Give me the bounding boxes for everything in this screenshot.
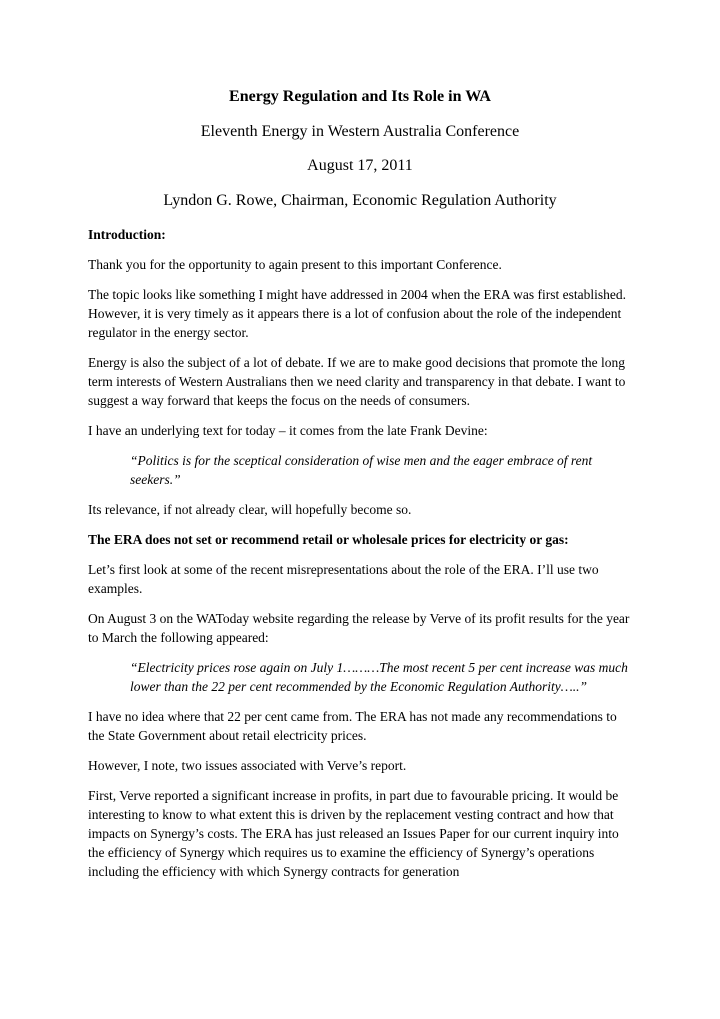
paragraph: I have no idea where that 22 per cent came from. The ERA has not made any recommendations to the State Government about retail electricity prices. bbox=[88, 709, 617, 743]
quote-devine: “Politics is for the sceptical consideration of wise men and the eager embrace of rent seekers.” bbox=[130, 453, 593, 487]
paragraph: I have an underlying text for today – it comes from the late Frank Devine: bbox=[88, 423, 488, 438]
paragraph: Let’s first look at some of the recent misrepresentations about the role of the ERA. I’ll use two examples. bbox=[88, 562, 599, 596]
author-line: Lyndon G. Rowe, Chairman, Economic Regulation Authority bbox=[163, 192, 557, 209]
paragraph: On August 3 on the WAToday website regarding the release by Verve of its profit results for the year to March the following appeared: bbox=[88, 611, 630, 645]
paragraph: Energy is also the subject of a lot of debate. If we are to make good decisions that promote the long term interests of Western Australians then we need clarity and transparency in that debate. I want to suggest a way forward that keeps the focus on the needs of consumers. bbox=[88, 355, 626, 408]
document-title: Energy Regulation and Its Role in WA bbox=[229, 88, 491, 105]
conference-name: Eleventh Energy in Western Australia Conference bbox=[200, 123, 520, 140]
paragraph: The topic looks like something I might have addressed in 2004 when the ERA was first established. However, it is very timely as it appears there is a lot of confusion about the role of the independent regulator in the energy sector. bbox=[88, 287, 627, 340]
conference-date: August 17, 2011 bbox=[307, 157, 413, 174]
section-heading-introduction: Introduction: bbox=[88, 227, 166, 242]
document-body bbox=[88, 225, 636, 892]
paragraph: Thank you for the opportunity to again present to this important Conference. bbox=[88, 257, 502, 272]
section-heading-era-prices: The ERA does not set or recommend retail or wholesale prices for electricity or gas: bbox=[88, 532, 569, 547]
paragraph: However, I note, two issues associated with Verve’s report. bbox=[88, 758, 407, 773]
paragraph: First, Verve reported a significant increase in profits, in part due to favourable pricing. It would be interesting to know to what extent this is driven by the replacement vesting contract and how that impacts on Synergy’s costs. The ERA has just released an Issues Paper for our current inquiry into the efficiency of Synergy which requires us to examine the efficiency of Synergy’s operations including the efficiency with which Synergy contracts for generation bbox=[88, 788, 619, 879]
quote-watoday: “Electricity prices rose again on July 1………The most recent 5 per cent increase was much lower than the 22 per cent recommended by the Economic Regulation Authority…..” bbox=[130, 660, 628, 694]
paragraph: Its relevance, if not already clear, will hopefully become so. bbox=[88, 502, 412, 517]
